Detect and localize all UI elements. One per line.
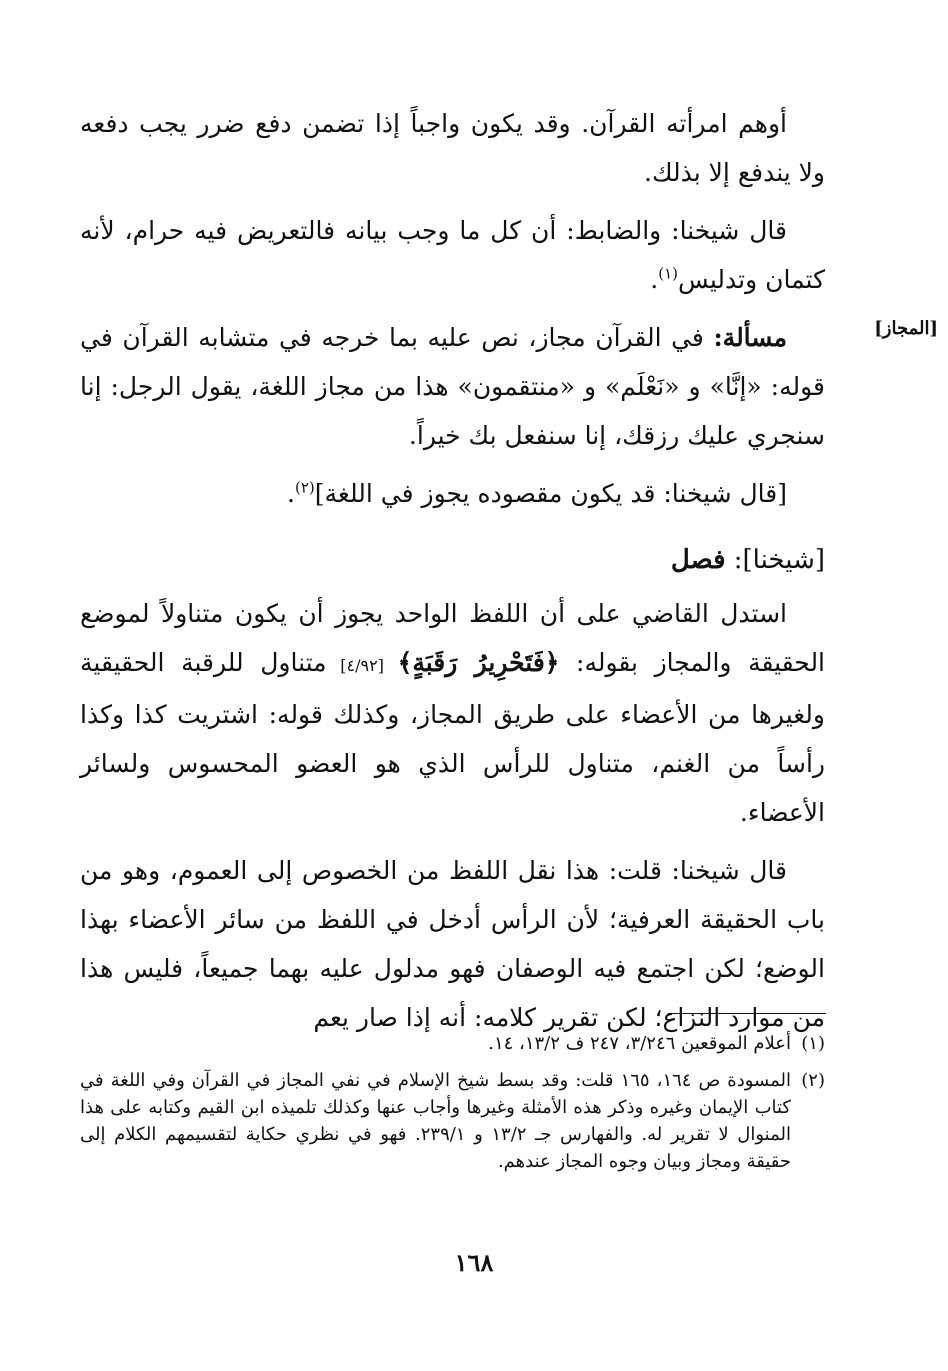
footnote-2 — [80, 1067, 825, 1175]
paragraph-4 — [80, 469, 825, 518]
footnote-2-number: (٢) — [801, 1070, 825, 1091]
paragraph-2-end: . — [650, 265, 659, 294]
paragraph-4-end: . — [287, 479, 295, 508]
paragraph-6-text: قال شيخنا: قلت: هذا نقل اللفظ من الخصوص إلى العموم، وهو من باب الحقيقة العرفية؛ لأن الرأس أدخل في اللفظ من سائر الأعضاء بهذا الوضع؛ لكن اجتمع فيه الوصفان فهو مدلول عليه بهما جميعاً، فليس هذا من موارد النزاع؛ لكن تقرير كلامه: أنه إذا صار يعم — [80, 856, 825, 1032]
section-heading — [80, 536, 825, 585]
paragraph-5 — [80, 589, 825, 837]
heading-prefix: [شيخنا]: — [733, 545, 825, 575]
paragraph-5-text-a: استدل القاضي على أن اللفظ الواحد يجوز أن يكون متناولاً لموضع الحقيقة والمجاز بقوله: — [80, 599, 826, 677]
footnote-ref-2: (٢) — [294, 478, 315, 497]
paragraph-1 — [80, 99, 825, 197]
paragraph-2 — [80, 206, 825, 304]
footnotes — [80, 1030, 825, 1175]
paragraph-3 — [80, 313, 825, 460]
issue-label: مسألة: — [713, 323, 787, 352]
quran-quote: ﴿فَتَحْرِيرُ رَقَبَةٍ﴾ — [397, 648, 560, 677]
footnote-ref-1: (١) — [658, 264, 678, 283]
paragraph-5-text-b: متناول للرقبة الحقيقية ولغيرها من الأعضاء على طريق المجاز، وكذلك قوله: اشتريت كذا وكذا رأساً من الغنم، متناول للرأس الذي هو العضو المحسوس ولسائر الأعضاء. — [80, 648, 825, 827]
heading-title: فصل — [670, 545, 726, 575]
footnote-1-text: أعلام الموقعين ٣/٢٤٦، ٢٤٧ ف ١٣/٢، ١٤. — [488, 1033, 791, 1054]
footnote-1-number: (١) — [801, 1033, 825, 1054]
paragraph-1-text: أوهم امرأته القرآن. وقد يكون واجباً إذا تضمن دفع ضرر يجب دفعه ولا يندفع إلا بذلك. — [80, 109, 825, 187]
margin-note: [المجاز] — [874, 318, 938, 339]
footnote-divider — [668, 1013, 826, 1014]
paragraph-3-text: في القرآن مجاز، نص عليه بما خرجه في متشابه القرآن في قوله: «إنَّا» و «نَعْلَم» و «منتقمون» هذا من مجاز اللغة، يقول الرجل: إنا سنجري عليك رزقك، إنا سنفعل بك خيراً. — [80, 323, 825, 450]
verse-reference: [٤/٩٢] — [326, 656, 398, 675]
footnote-2-text: المسودة ص ١٦٤، ١٦٥ قلت: وقد بسط شيخ الإسلام في نفي المجاز في القرآن وفي اللغة في كتاب الإيمان وغيره وذكر هذه الأمثلة وغيرها وأجاب عنها وكذلك تلميذه ابن القيم وكتابه على هذا المنوال لا تقرير له. والفهارس جـ ١٣/٢ و ٢٣٩/١. فهو في نظري حكاية لتقسيمهم الكلام إلى حقيقة ومجاز وبيان وجوه المجاز عندهم. — [80, 1070, 791, 1172]
footnote-1 — [80, 1030, 825, 1057]
main-text — [80, 99, 825, 1042]
paragraph-4-text: [قال شيخنا: قد يكون مقصوده يجوز في اللغة] — [314, 479, 787, 508]
paragraph-2-text: قال شيخنا: والضابط: أن كل ما وجب بيانه فالتعريض فيه حرام، لأنه كتمان وتدليس — [80, 216, 825, 294]
page-number: ١٦٨ — [454, 1248, 494, 1277]
